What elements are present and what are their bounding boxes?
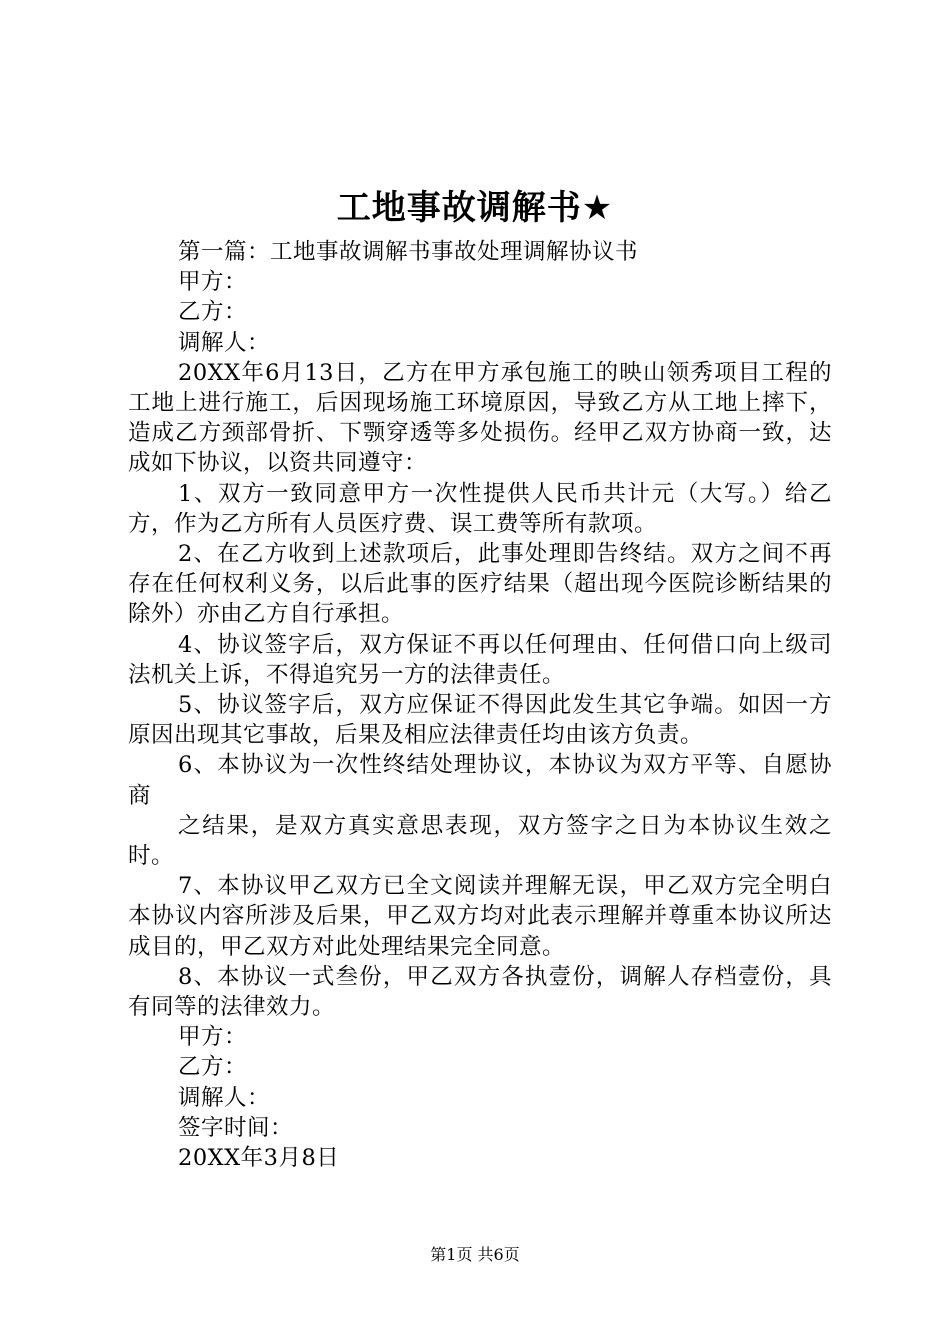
- paragraph-clause-8: 8、本协议一式叁份，甲乙双方各执壹份，调解人存档壹份，具有同等的法律效力。: [128, 963, 832, 1021]
- paragraph-party-a: 甲方：: [178, 269, 248, 296]
- signature-party-a: 甲方：: [178, 1024, 248, 1051]
- document-body: [128, 237, 832, 1173]
- paragraph-clause-6-continued: 之结果，是双方真实意思表现，双方签字之日为本协议生效之时。: [128, 812, 832, 870]
- paragraph-clause-2: 2、在乙方收到上述款项后，此事处理即告终结。双方之间不再存在任何权利义务，以后此事的医疗结果（超出现今医院诊断结果的除外）亦由乙方自行承担。: [128, 541, 832, 628]
- paragraph-mediator: 调解人：: [178, 329, 271, 356]
- signature-time-label: 签字时间：: [178, 1114, 294, 1141]
- paragraph-clause-4: 4、协议签字后，双方保证不再以任何理由、任何借口向上级司法机关上诉，不得追究另一方的法律责任。: [128, 631, 832, 688]
- paragraph-clause-5: 5、协议签字后，双方应保证不得因此发生其它争端。如因一方原因出现其它事故，后果及相应法律责任均由该方负责。: [128, 692, 832, 749]
- paragraph-section-heading: 第一篇：工地事故调解书事故处理调解协议书: [178, 239, 639, 265]
- page-number-footer: 第1页 共6页: [430, 1245, 520, 1264]
- paragraph-party-b: 乙方：: [178, 299, 248, 326]
- paragraph-clause-6: 6、本协议为一次性终结处理协议，本协议为双方平等、自愿协商: [128, 752, 832, 809]
- paragraph-clause-7: 7、本协议甲乙双方已全文阅读并理解无误，甲乙双方完全明白本协议内容所涉及后果，甲乙双方均对此表示理解并尊重本协议所达成目的，甲乙双方对此处理结果完全同意。: [128, 873, 832, 960]
- signature-party-b: 乙方：: [178, 1054, 248, 1081]
- signature-date: 20XX年3月8日: [178, 1145, 340, 1172]
- paragraph-incident: 20XX年6月13日，乙方在甲方承包施工的映山领秀项目工程的工地上进行施工，后因现场施工环境原因，导致乙方从工地上摔下，造成乙方颈部骨折、下颚穿透等多处损伤。经甲乙双方协商一致，达成如下协议，以资共同遵守：: [128, 359, 832, 477]
- paragraph-clause-1: 1、双方一致同意甲方一次性提供人民币共计元（大写。）给乙方，作为乙方所有人员医疗费、误工费等所有款项。: [128, 480, 832, 537]
- signature-mediator: 调解人：: [178, 1084, 271, 1111]
- document-title: 工地事故调解书★: [336, 188, 614, 228]
